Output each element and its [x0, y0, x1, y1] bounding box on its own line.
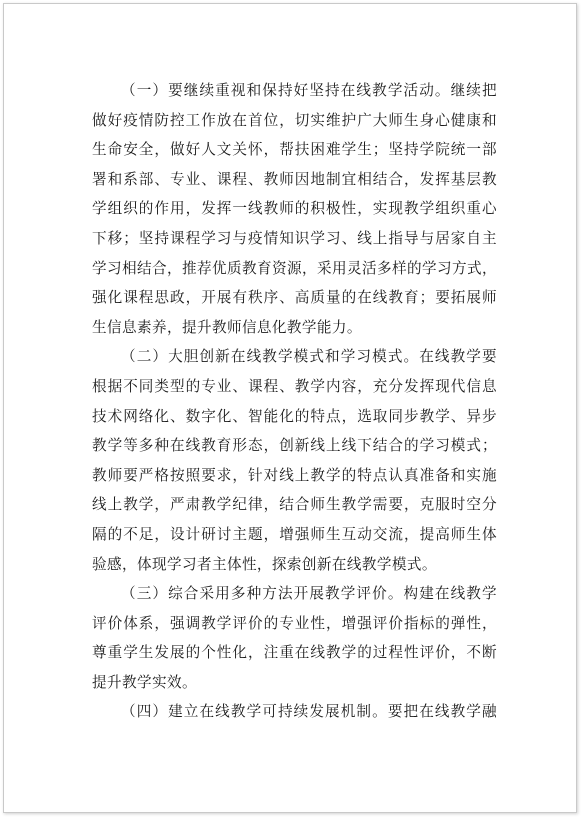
text-line: 教学等多种在线教育形态，创新线上线下结合的学习模式；	[92, 437, 497, 455]
text-line: 隔的不足，设计研讨主题，增强师生互动交流，提高师生体	[92, 525, 497, 543]
text-line: 提升教学实效。	[92, 673, 197, 691]
text-line: 下移；坚持课程学习与疫情知识学习、线上指导与居家自主	[92, 229, 497, 247]
paragraph-2	[92, 342, 497, 579]
text-line: 做好疫情防控工作放在首位，切实维护广大师生身心健康和	[92, 111, 497, 129]
text-line: 根据不同类型的专业、课程、教学内容，充分发挥现代信息	[92, 377, 497, 395]
text-line: 尊重学生发展的个性化，注重在线教学的过程性评价，不断	[92, 644, 497, 662]
text-line: 强化课程思政，开展有秩序、高质量的在线教育；要拓展师	[92, 289, 497, 307]
text-line: 技术网络化、数字化、智能化的特点，选取同步教学、异步	[92, 407, 497, 425]
text-line: （二）大胆创新在线教学模式和学习模式。在线教学要	[121, 348, 497, 366]
text-line: 生命安全，做好人文关怀，帮扶困难学生；坚持学院统一部	[92, 141, 497, 159]
paragraph-1	[92, 76, 497, 342]
document-body	[92, 76, 497, 727]
document-page	[3, 3, 577, 813]
text-line: （一）要继续重视和保持好坚持在线教学活动。继续把	[121, 82, 497, 99]
paragraph-3	[92, 579, 497, 697]
text-line: 学组织的作用，发挥一线教师的积极性，实现教学组织重心	[92, 200, 497, 218]
text-line: 线上教学，严肃教学纪律，结合师生教学需要，克服时空分	[92, 496, 497, 514]
paragraph-4	[92, 697, 497, 727]
text-line: （三）综合采用多种方法开展教学评价。构建在线教学	[121, 585, 497, 603]
text-line: 评价体系，强调教学评价的专业性，增强评价指标的弹性，	[92, 614, 497, 632]
text-line: 教师要严格按照要求，针对线上教学的特点认真准备和实施	[92, 466, 497, 484]
text-line: 署和系部、专业、课程、教师因地制宜相结合，发挥基层教	[92, 170, 497, 188]
text-line: 学习相结合，推荐优质教育资源，采用灵活多样的学习方式，	[92, 259, 497, 277]
text-line: （四）建立在线教学可持续发展机制。要把在线教学融	[121, 703, 497, 721]
text-line: 生信息素养，提升教师信息化教学能力。	[92, 318, 362, 336]
text-line: 验感，体现学习者主体性，探索创新在线教学模式。	[92, 555, 437, 573]
